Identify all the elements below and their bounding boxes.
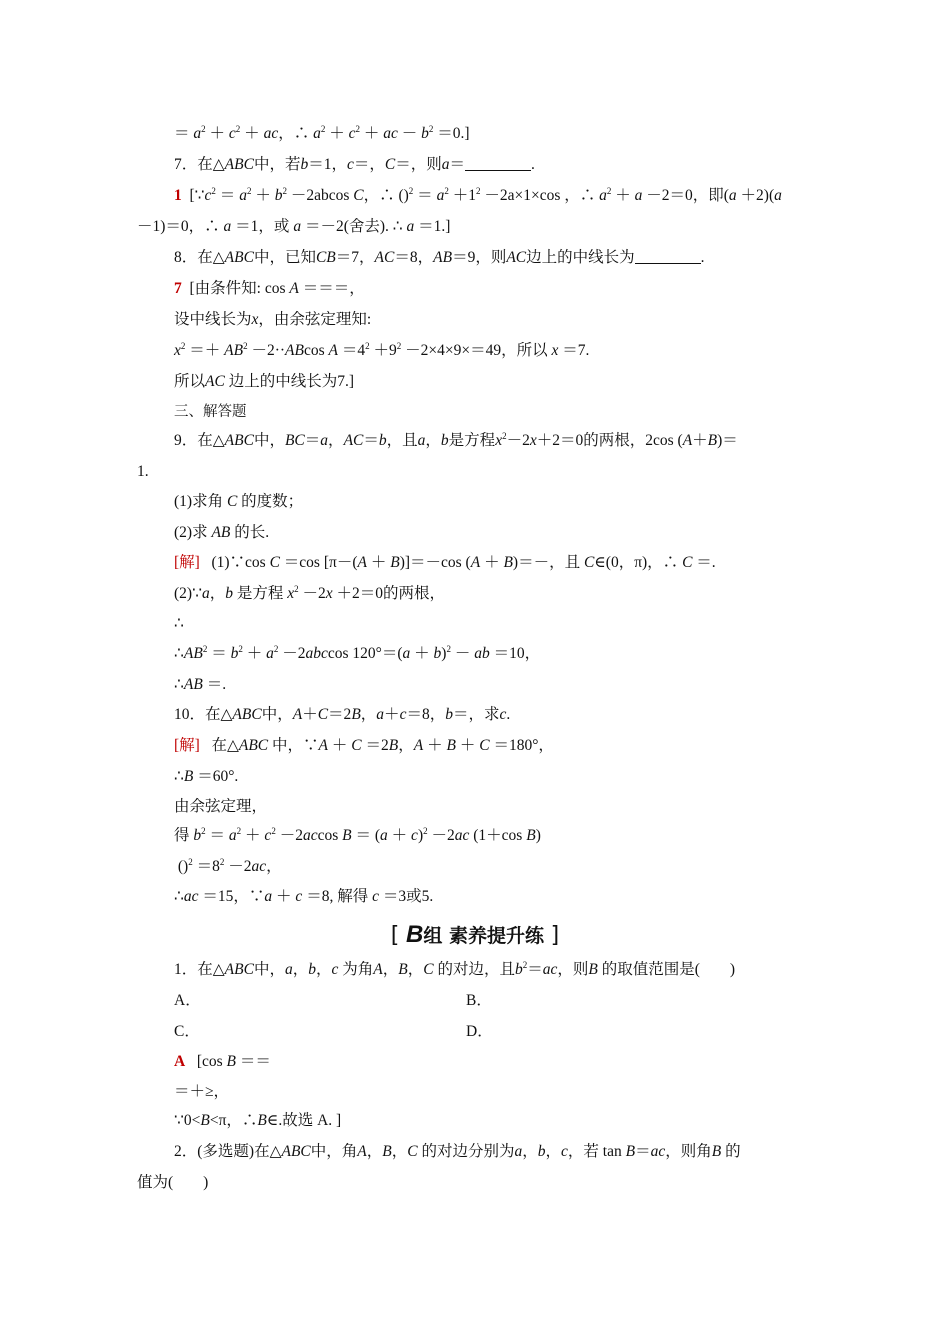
answer-8-line2: 设中线长为x，由余弦定理知: [174, 311, 372, 328]
section-heading: 三、解答题 [174, 404, 247, 420]
solution-tag: [解] [174, 737, 200, 754]
answer-b1-line2: ＝＋≥， [174, 1083, 230, 1100]
question-9-cont: 1. [137, 463, 149, 480]
option-b: B． [466, 992, 492, 1009]
answer-b1: A [cos B ＝＝ [174, 1053, 271, 1070]
answer-9: [解] (1)∵cos C ＝cos [π－(A ＋ B)]＝－cos (A ＋ B)＝－，且 C∈(0，π)，∴ C ＝. [174, 554, 716, 571]
answer-7: 1 [$\because c^2 = a^2 + b^2 -2abcos$ C，∴ $()^2 = a^2 +1^2 -2a\times 1\times\cos$ ，∴ $a^2 + a -2=0$，即(a ＋2)(a [174, 186, 782, 204]
answer-10-line5: $()^2 =8^2 -2ac$， [177, 857, 282, 875]
question-10: 10．在△ABC中，A＋C＝2B，a＋c＝8，b＝，求c. [174, 706, 511, 723]
answer-9-line5: ∴AB ＝. [174, 676, 227, 693]
answer-key: A [174, 1053, 186, 1070]
answer-6-tail: ＝ $a^2 + c^2$ ＋ ac，∴ $a^2 + c^2$ ＋ ac － $b^2 =0$.] [174, 124, 470, 142]
question-7: 7．在△ABC中，若b＝1，c＝，C＝，则a＝ . [174, 156, 535, 173]
question-9: 9．在△ABC中，BC＝a，AC＝b，且a，b是方程$x^2-2x+2=0$的两根，2cos (A＋B)＝ [174, 431, 738, 449]
answer-10-line2: ∴B ＝60°. [174, 768, 239, 785]
answer-key: 1 [174, 187, 182, 204]
answer-8: 7 [由条件知: cos A ＝＝＝， [174, 280, 365, 297]
option-a: A． [174, 992, 201, 1009]
answer-key: 7 [174, 280, 182, 297]
question-b2-cont: 值为( ) [137, 1174, 209, 1191]
question-8: 8．在△ABC中，已知CB＝7，AC＝8，AB＝9，则AC边上的中线长为 . [174, 249, 705, 266]
answer-b1-line3: ∵0<B<π，∴B∈.故选 A. ] [174, 1112, 342, 1129]
question-9-part1: (1)求角 C 的度数； [174, 493, 304, 510]
solution-tag: [解] [174, 554, 200, 571]
answer-9-line4: $\therefore AB^2 = b^2 + a^2 -2abccos$ $120^\circ=(a + b)^2$ － ab ＝10， [174, 644, 541, 662]
answer-blank [465, 156, 531, 171]
question-b2: 2．(多选题)在△ABC中，角A，B，C 的对边分别为a，b，c，若 tan B＝ac，则角B 的 [174, 1143, 741, 1160]
answer-10-line6: ∴ac ＝15，∵a ＋ c ＝8, 解得 c ＝3或5. [174, 888, 434, 905]
answer-9-line2: (2)∵a，b 是方程 $x^2 -2x +2=0$的两根， [174, 584, 446, 602]
answer-8-line4: 所以AC 边上的中线长为7.] [174, 373, 354, 390]
section-b-heading: [ B组 素养提升练 ] [390, 921, 560, 948]
answer-7-cont: －1)＝0，∴ a ＝1，或 a ＝－2(舍去). ∴ a ＝1.] [137, 218, 451, 235]
question-b1: 1．在△ABC中，a，b，c 为角A，B，C 的对边，且$b^2=ac$，则B 的取值范围是( ) [174, 960, 736, 978]
answer-8-line3: $x^2 =+ AB^2 -2\cdot\cdot ABcos$ $A =4^2 +9^2 -2\times 4\times 9\times=49$，所以 x ＝7. [174, 341, 590, 359]
answer-10-line3: 由余弦定理， [174, 798, 268, 815]
answer-9-line3: ∴ [174, 615, 184, 632]
answer-10-line4: 得 $b^2 = a^2 + c^2 -2accos$ $B = (a + c)^2 -2ac$ (1＋cos B) [174, 826, 541, 844]
question-9-part2: (2)求 AB 的长. [174, 524, 270, 541]
answer-blank [635, 249, 701, 264]
option-d: D． [466, 1023, 493, 1040]
answer-10: [解] 在△ABC 中，∵A ＋ C ＝2B，A ＋ B ＋ C ＝180°， [174, 737, 554, 754]
option-c: C． [174, 1023, 200, 1040]
